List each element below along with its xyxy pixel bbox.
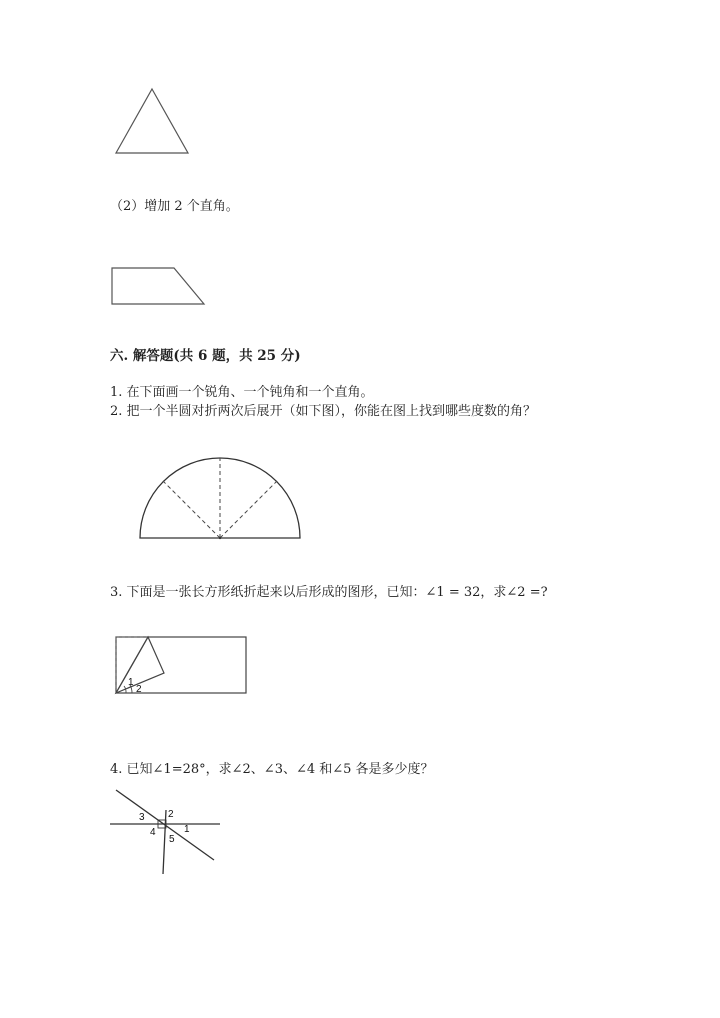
lines-angle-2-label: 2 (168, 809, 174, 820)
lines-angle-5-label: 5 (169, 834, 175, 845)
lines-angle-4-label: 4 (150, 827, 156, 838)
triangle-figure (100, 80, 200, 160)
question-4-text: 4. 已知∠1=28°，求∠2、∠3、∠4 和∠5 各是多少度？ (110, 762, 434, 777)
lines-angle-3-label: 3 (139, 812, 145, 823)
lines-angle-1-label: 1 (184, 824, 190, 835)
fold-angle-1-label: 1 (128, 677, 134, 688)
question-3-text: 3. 下面是一张长方形纸折起来以后形成的图形，已知：∠1 = 32，求∠2 =? (110, 585, 548, 600)
trapezoid-figure (100, 258, 220, 314)
intersecting-lines-figure (108, 780, 224, 876)
folded-rectangle-figure (108, 630, 254, 700)
subquestion-2-text: （2）增加 2 个直角。 (110, 199, 239, 214)
question-1-text: 1. 在下面画一个锐角、一个钝角和一个直角。 (110, 385, 374, 400)
fold-angle-2-label: 2 (136, 684, 142, 695)
semicircle-figure (130, 450, 320, 550)
section-heading: 六. 解答题(共 6 题，共 25 分) (110, 348, 301, 364)
question-2-text: 2. 把一个半圆对折两次后展开（如下图），你能在图上找到哪些度数的角？ (110, 404, 537, 419)
